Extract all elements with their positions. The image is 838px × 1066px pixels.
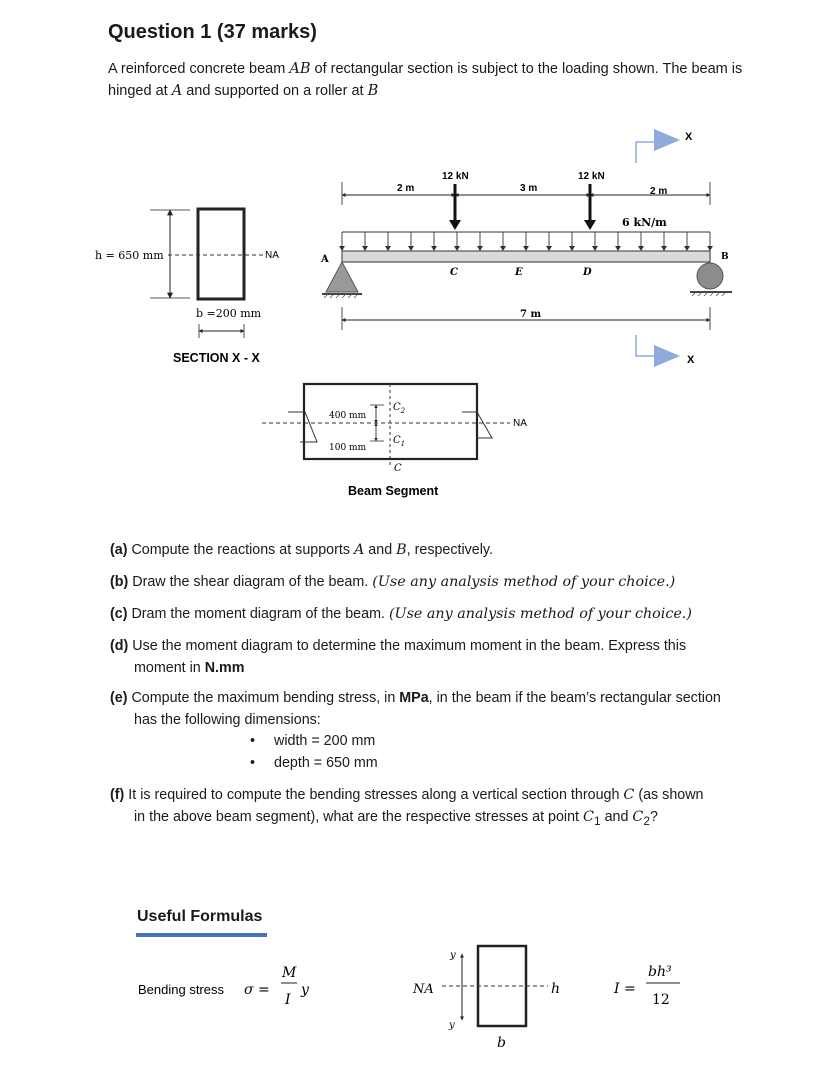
beam-diagram — [320, 129, 732, 367]
bending-stress-formula — [138, 965, 310, 1008]
question-d: (d) Use the moment diagram to determine the maximum moment in the beam. Express this moment in N.mm — [110, 638, 687, 676]
formula-na: NA — [413, 982, 434, 997]
question-c: (c) Dram the moment diagram of the beam. (Use any analysis method of your choice.) — [110, 606, 692, 622]
c-label: C — [394, 463, 402, 474]
formula-y-top: y — [450, 950, 456, 961]
point-b: B — [721, 252, 729, 262]
sigma-eq: σ = — [244, 982, 270, 998]
udl-label: 6 kN/m — [622, 216, 667, 229]
cut-arrow-bottom — [654, 345, 680, 367]
bending-label: Bending stress — [138, 982, 224, 997]
load-left-label: 12 kN — [442, 171, 469, 182]
beam-body — [342, 251, 710, 262]
dim-400: 400 mm — [329, 411, 367, 421]
question-f: (f) It is required to compute the bending stresses along a vertical section through C (as shown in the above beam segment), what are the respective stresses at point $C_1$ and $C_2$? — [110, 787, 704, 828]
bullet-depth: • depth = 650 mm — [250, 755, 378, 771]
intro-paragraph: A reinforced concrete beam AB of rectangular section is subject to the loading shown. The beam is hinged at A and supported on a roller at B — [108, 61, 743, 99]
section-rectangle — [198, 209, 244, 299]
point-load-right-arrow — [584, 220, 596, 230]
formula-y-bottom: y — [449, 1020, 455, 1031]
section-na-label: NA — [265, 250, 279, 261]
question-a: (a) Compute the reactions at supports A and B, respectively. — [110, 542, 493, 558]
h-label: h = 650 mm — [95, 249, 164, 262]
roller-support-b — [697, 263, 723, 289]
c2-label: $C_2$ — [393, 402, 406, 415]
load-right-label: 12 kN — [578, 171, 605, 182]
question-e: (e) Compute the maximum bending stress, in MPa, in the beam if the beam’s rectangular section has the following dimensions: — [110, 690, 721, 728]
segment-caption: Beam Segment — [348, 484, 439, 498]
point-e: E — [515, 267, 523, 278]
dim-2m-right: 2 m — [650, 186, 668, 197]
i-eq: I = — [614, 981, 636, 997]
useful-formulas-title: Useful Formulas — [137, 908, 263, 925]
dim-100: 100 mm — [329, 443, 367, 453]
num-m: M — [282, 965, 297, 981]
total-span: 7 m — [520, 309, 542, 320]
question-b: (b) Draw the shear diagram of the beam. (Use any analysis method of your choice.) — [110, 574, 676, 590]
cut-arrow-top — [654, 129, 680, 151]
page-title: Question 1 (37 marks) — [108, 21, 317, 43]
beam-segment — [262, 384, 527, 498]
section-xx — [95, 209, 279, 365]
point-c: C — [450, 267, 458, 278]
c1-label: $C_1$ — [393, 435, 406, 448]
useful-formulas-underline — [136, 933, 267, 937]
segment-na: NA — [513, 418, 527, 429]
pin-support-a — [326, 262, 358, 292]
dim-2m-left: 2 m — [397, 183, 415, 194]
dim-3m: 3 m — [520, 183, 538, 194]
formula-b: b — [497, 1035, 506, 1051]
i-num: bh³ — [648, 964, 672, 980]
moment-of-inertia-formula — [613, 964, 680, 1008]
cut-x-top: X — [685, 131, 693, 143]
i-den: 12 — [652, 992, 670, 1008]
point-d: D — [583, 267, 592, 278]
formula-section-figure — [412, 946, 560, 1051]
section-caption: SECTION X - X — [173, 351, 260, 365]
formula-h: h — [551, 981, 561, 997]
cut-x-bottom: X — [687, 354, 695, 366]
point-a: A — [321, 254, 329, 265]
point-load-left-arrow — [449, 220, 461, 230]
b-label: b =200 mm — [196, 307, 262, 320]
var-y: y — [301, 982, 309, 998]
bullet-width: • width = 200 mm — [250, 733, 376, 749]
den-i: I — [285, 992, 291, 1008]
